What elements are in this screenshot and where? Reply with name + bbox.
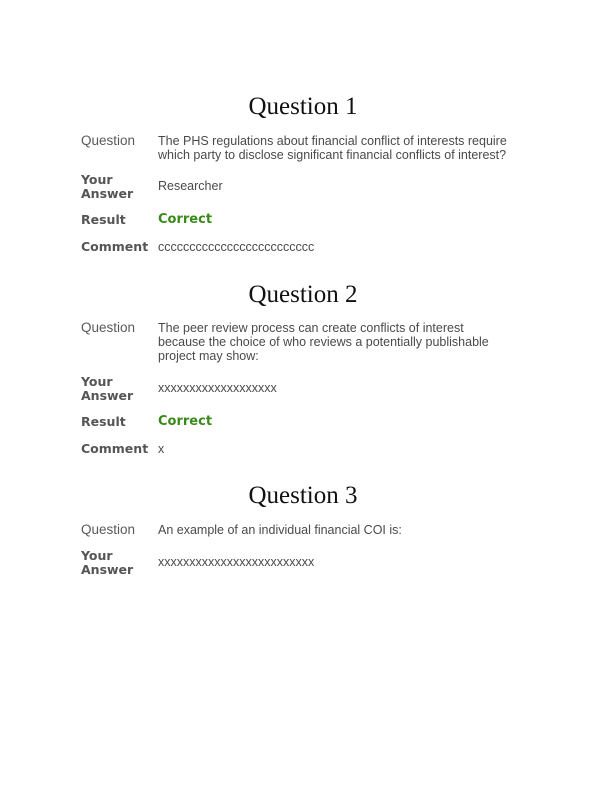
question-1-answer: Researcher (158, 179, 223, 193)
question-3-answer: xxxxxxxxxxxxxxxxxxxxxxxxx (158, 555, 315, 569)
your-answer-label: Your Answer (81, 374, 134, 403)
question-1-comment: ccccccccccccccccccccccccc (158, 240, 315, 254)
question-label: Question (81, 133, 136, 148)
question-1-text: The PHS regulations about financial conflict of interests require which party to disclose significant financial conflicts of interest? (158, 134, 507, 162)
question-2-text: The peer review process can create conflicts of interest because the choice of who reviews a potentially publishable project may show: (158, 321, 489, 363)
question-3-title: Question 3 (248, 482, 358, 509)
comment-label: Comment (81, 239, 149, 254)
question-1-result: Correct (158, 212, 213, 227)
your-answer-label: Your Answer (81, 172, 134, 201)
question-2-title: Question 2 (248, 281, 358, 308)
question-label: Question (81, 320, 136, 335)
question-3-text: An example of an individual financial COI is: (158, 523, 402, 537)
result-label: Result (81, 414, 126, 429)
question-label: Question (81, 522, 136, 537)
question-2-result: Correct (158, 414, 213, 429)
result-label: Result (81, 212, 126, 227)
comment-label: Comment (81, 441, 149, 456)
question-2-comment: x (158, 442, 165, 456)
question-2-answer: xxxxxxxxxxxxxxxxxxx (158, 381, 277, 395)
your-answer-label: Your Answer (81, 548, 134, 577)
question-1-title: Question 1 (248, 93, 358, 120)
